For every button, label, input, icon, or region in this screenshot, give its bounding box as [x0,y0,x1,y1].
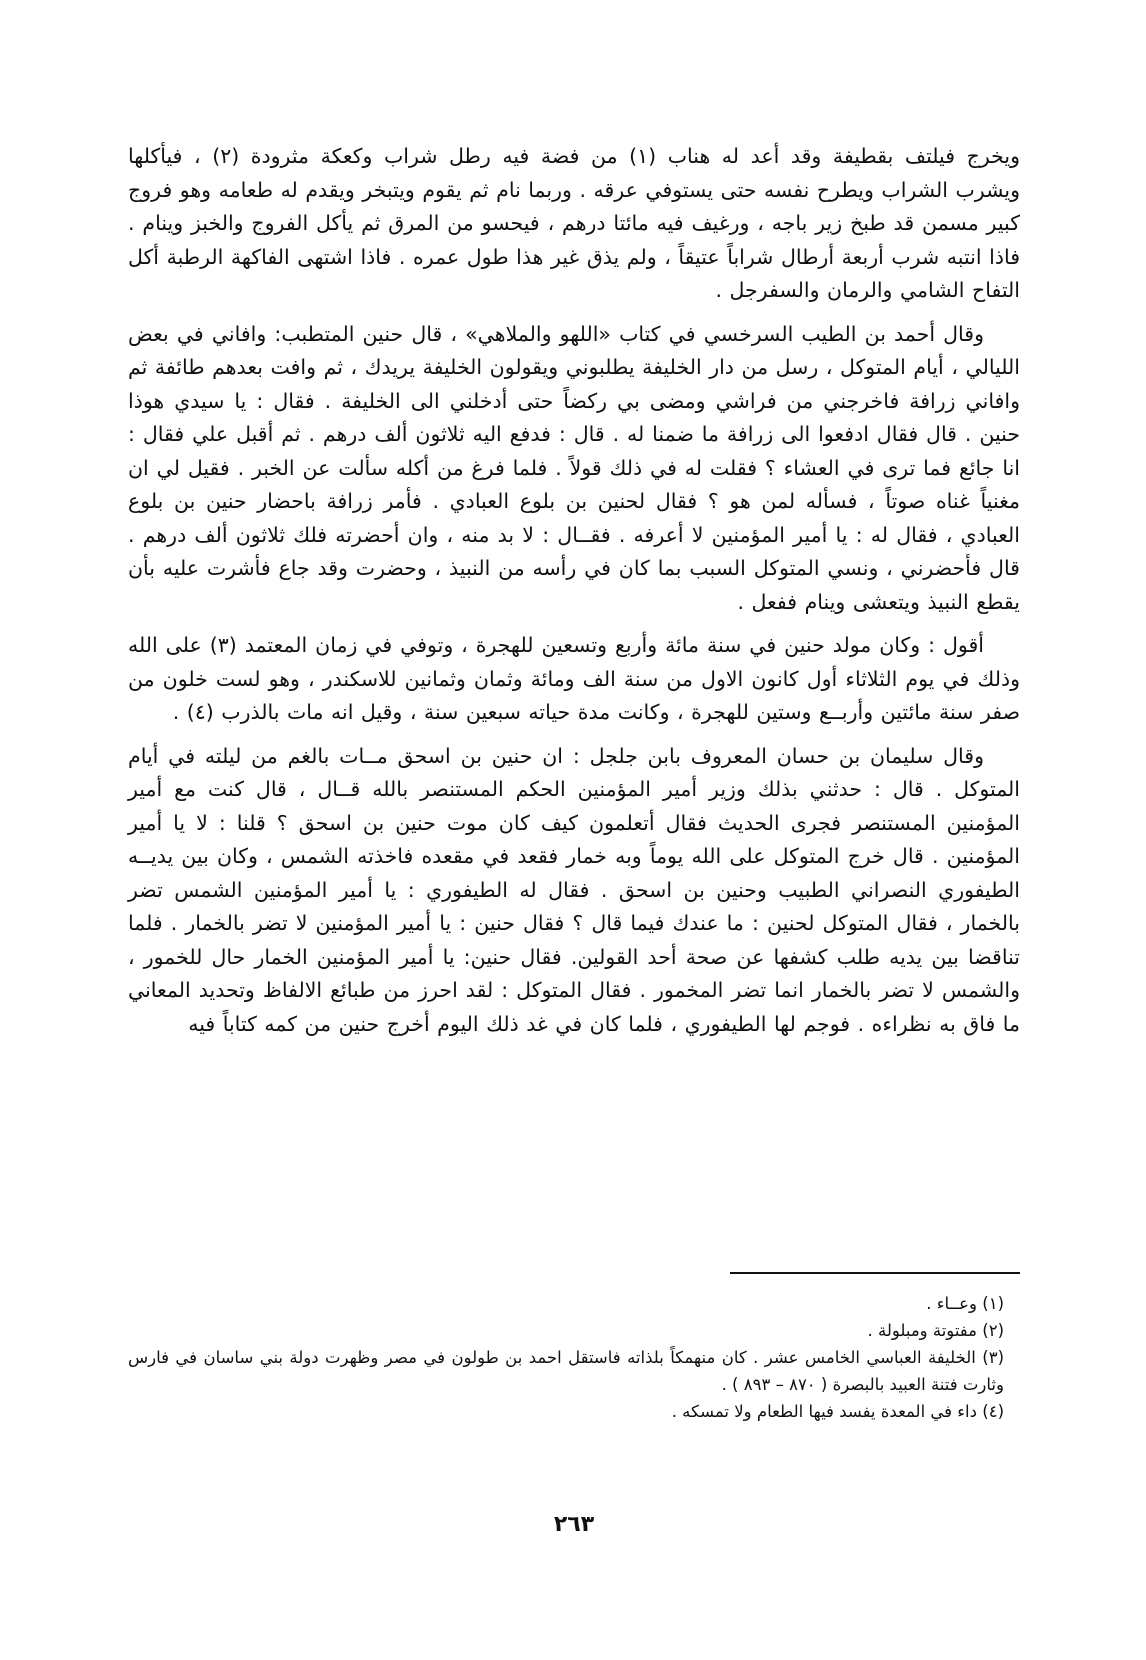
footnote-rule [730,1272,1020,1274]
footnote-2: (٢) مفتوتة ومبلولة . [867,1321,1004,1340]
body-paragraph-4: وقال سليمان بن حسان المعروف بابن جلجل : ان حنين بن اسحق مــات بالغم من ليلته في أيام المتوكل . قال : حدثني بذلك وزير أمير المؤمنين الحكم المستنصر بالله قــال ، قال كنت مع أمير المؤمنين المستنصر فجرى الحديث فقال أتعلمون كيف كان موت حنين بن اسحق ؟ قلنا : لا يا أمير المؤمنين . قال خرج المتوكل على الله يوماً وبه خمار فقعد في مقعده فاخذته الشمس ، وكان بين يديــه الطيفوري النصراني الطبيب وحنين بن اسحق . فقال له الطيفوري : يا أمير المؤمنين الشمس تضر بالخمار ، فقال المتوكل لحنين : ما عندك فيما قال ؟ فقال حنين : يا أمير المؤمنين لا تضر بالخمار . فلما تناقضا بين يديه طلب كشفها عن صحة أحد القولين. فقال حنين: يا أمير المؤمنين الخمار حال للخمور ، والشمس لا تضر بالخمار انما تضر المخمور . فقال المتوكل : لقد احرز من طبائع الالفاظ وتحديد المعاني ما فاق به نظراءه . فوجم لها الطيفوري ، فلما كان في غد ذلك اليوم أخرج حنين من كمه كتاباً فيه [128,743,1020,1036]
body-paragraph-2: وقال أحمد بن الطيب السرخسي في كتاب «اللهو والملاهي» ، قال حنين المتطبب: وافاني في بعض الليالي ، أيام المتوكل ، رسل من دار الخليفة يطلبوني ويقولون الخليفة يريدك ، ثم وافت بعدهم طائفة ثم وافاني زرافة فاخرجني من فراشي ومضى بي ركضاً حتى أدخلني الى الخليفة . فقال : يا سيدي هوذا حنين . قال فقال ادفعوا الى زرافة ما ضمنا له . قال : فدفع اليه ثلاثون ألف درهم . ثم أقبل علي فقال : انا جائع فما ترى في العشاء ؟ فقلت له في ذلك قولاً . فلما فرغ من أكله سألت عن الخبر . فقيل لي ان مغنياً غناه صوتاً ، فسأله لمن هو ؟ فقال لحنين بن بلوع العبادي . فأمر زرافة باحضار حنين بن بلوع العبادي ، فقال له : يا أمير المؤمنين لا أعرفه . فقــال : لا بد منه ، وان أحضرته فلك ثلاثون ألف درهم . قال فأحضرني ، ونسي المتوكل السبب بما كان في رأسه من النبيذ ، وحضرت وقد جاع فأشرت عليه بأن يقطع النبيذ ويتعشى وينام ففعل . [128,321,1020,614]
footnote-separator [128,1272,1020,1274]
body-paragraph-1: ويخرج فيلتف بقطيفة وقد أعد له هناب (١) من فضة فيه رطل شراب وكعكة مثرودة (٢) ، فيأكلها ويشرب الشراب ويطرح نفسه حتى يستوفي عرقه . وربما نام ثم يقوم ويتبخر ويقدم له طعامه وهو فروج كبير مسمن قد طبخ زير باجه ، ورغيف فيه مائتا درهم ، فيحسو من المرق ثم يأكل الفروج والخبز وينام . فاذا انتبه شرب أربعة أرطال شراباً عتيقاً ، ولم يذق غير هذا طول عمره . فاذا اشتهى الفاكهة الرطبة أكل التفاح الشامي والرمان والسفرجل . [128,144,1020,302]
book-page [128,140,1020,1610]
footnote-3: (٣) الخليفة العباسي الخامس عشر . كان منهمكاً بلذاته فاستقل احمد بن طولون في مصر وظهرت دولة بني ساسان في فارس وثارت فتنة العبيد بالبصرة ( ٨٧٠ – ٨٩٣ ) . [128,1348,1004,1394]
page-number: ٢٦٣ [553,1512,595,1537]
body-paragraph-3: أقول : وكان مولد حنين في سنة مائة وأربع وتسعين للهجرة ، وتوفي في زمان المعتمد (٣) على الله وذلك في يوم الثلاثاء أول كانون الاول من سنة الف ومائة وثمان وثمانين للاسكندر ، وهو لست خلون من صفر سنة مائتين وأربــع وستين للهجرة ، وكانت مدة حياته سبعين سنة ، وقيل انه مات بالذرب (٤) . [128,633,1020,724]
footnote-1: (١) وعــاء . [926,1294,1004,1313]
footnote-4: (٤) داء في المعدة يفسد فيها الطعام ولا تمسكه . [671,1402,1004,1421]
footnotes [128,1290,1020,1425]
